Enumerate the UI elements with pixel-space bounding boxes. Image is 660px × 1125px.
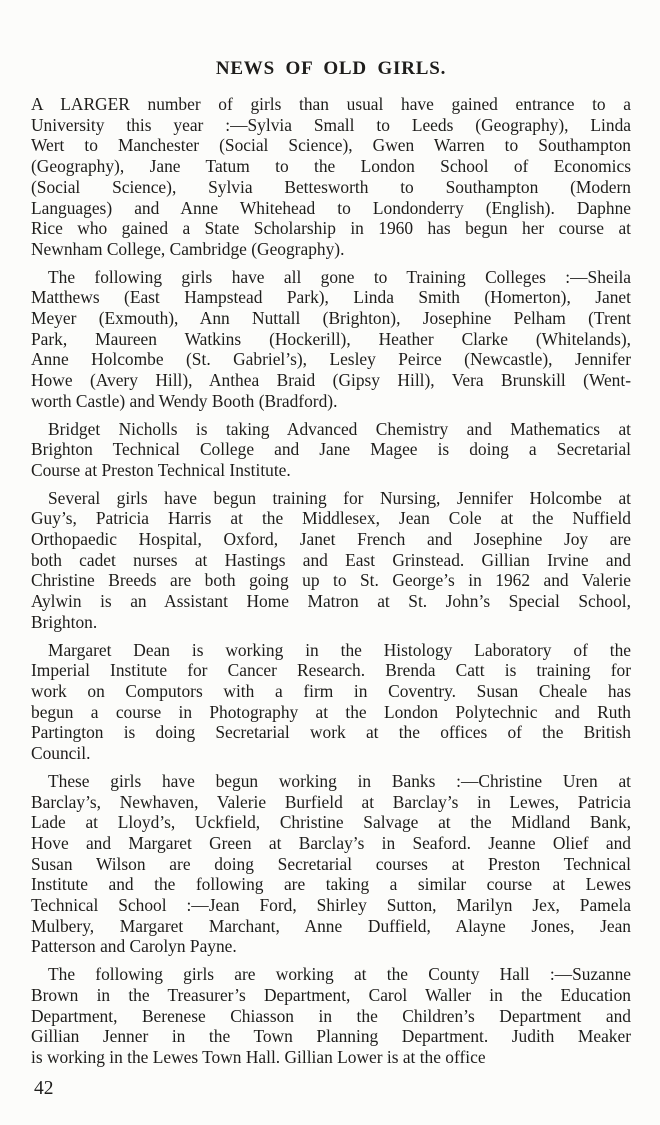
text-line: The following girls have all gone to Training Colleges :—Sheila xyxy=(48,266,631,287)
text-line: Brighton. xyxy=(31,611,98,632)
text-line: Languages) and Anne Whitehead to Londonderry (English). Daphne xyxy=(31,197,631,218)
text-line: Anne Holcombe (St. Gabriel’s), Lesley Peirce (Newcastle), Jennifer xyxy=(31,349,631,370)
text-line: Susan Wilson are doing Secretarial courses at Preston Technical xyxy=(31,853,631,874)
text-line: begun a course in Photography at the London Polytechnic and Ruth xyxy=(31,701,631,722)
text-line: Brighton Technical College and Jane Magee is doing a Secretarial xyxy=(31,439,631,460)
text-line: Rice who gained a State Scholarship in 1960 has begun her course at xyxy=(31,218,631,239)
text-line: both cadet nurses at Hastings and East Grinstead. Gillian Irvine and xyxy=(31,549,631,570)
text-line: Newnham College, Cambridge (Geography). xyxy=(31,238,345,259)
text-line: Institute and the following are taking a similar course at Lewes xyxy=(31,874,631,895)
page-title: NEWS OF OLD GIRLS. xyxy=(215,58,447,79)
text-line: Howe (Avery Hill), Anthea Braid (Gipsy Hill), Vera Brunskill (Went- xyxy=(31,370,631,391)
text-line: Imperial Institute for Cancer Research. Brenda Catt is training for xyxy=(31,660,631,681)
text-line: (Social Science), Sylvia Bettesworth to Southampton (Modern xyxy=(31,176,631,197)
text-line: Bridget Nicholls is taking Advanced Chemistry and Mathematics at xyxy=(48,418,631,439)
text-line: Park, Maureen Watkins (Hockerill), Heather Clarke (Whitelands), xyxy=(31,328,631,349)
text-line: University this year :—Sylvia Small to Leeds (Geography), Linda xyxy=(31,114,631,135)
text-line: Patterson and Carolyn Payne. xyxy=(31,936,237,957)
text-line: Council. xyxy=(31,743,91,764)
text-line: A LARGER number of girls than usual have gained entrance to a xyxy=(31,94,631,114)
text-line: Orthopaedic Hospital, Oxford, Janet French and Josephine Joy are xyxy=(31,529,631,550)
text-line: Lade at Lloyd’s, Uckfield, Christine Salvage at the Midland Bank, xyxy=(31,812,631,833)
text-line: worth Castle) and Wendy Booth (Bradford). xyxy=(31,390,338,411)
text-line: Barclay’s, Newhaven, Valerie Burfield at Barclay’s in Lewes, Patricia xyxy=(31,791,631,812)
paragraph xyxy=(31,488,631,633)
paragraph xyxy=(31,771,631,957)
text-line: Christine Breeds are both going up to St. George’s in 1962 and Valerie xyxy=(31,570,631,591)
text-line: These girls have begun working in Banks :—Christine Uren at xyxy=(48,770,631,791)
text-line: Margaret Dean is working in the Histology Laboratory of the xyxy=(48,639,631,660)
text-line: Department, Berenese Chiasson in the Children’s Department and xyxy=(31,1005,631,1026)
paragraph xyxy=(31,267,631,412)
text-line: Brown in the Treasurer’s Department, Carol Waller in the Education xyxy=(31,984,631,1005)
paragraph xyxy=(31,640,631,764)
paragraph xyxy=(31,94,631,260)
text-line: Matthews (East Hampstead Park), Linda Smith (Homerton), Janet xyxy=(31,287,631,308)
text-line: Mulbery, Margaret Marchant, Anne Duffield, Alayne Jones, Jean xyxy=(31,915,631,936)
paragraph xyxy=(31,964,631,1068)
text-line: Technical School :—Jean Ford, Shirley Sutton, Marilyn Jex, Pamela xyxy=(31,895,631,916)
text-line: Hove and Margaret Green at Barclay’s in Seaford. Jeanne Olief and xyxy=(31,832,631,853)
text-line: Gillian Jenner in the Town Planning Department. Judith Meaker xyxy=(31,1026,631,1047)
text-line: work on Computors with a firm in Coventry. Susan Cheale has xyxy=(31,680,631,701)
text-line: Partington is doing Secretarial work at the offices of the British xyxy=(31,722,631,743)
text-line: (Geography), Jane Tatum to the London School of Economics xyxy=(31,156,631,177)
text-line: Several girls have begun training for Nursing, Jennifer Holcombe at xyxy=(48,487,631,508)
page-content xyxy=(31,58,631,1075)
text-line: is working in the Lewes Town Hall. Gillian Lower is at the office xyxy=(31,1046,486,1067)
paragraph xyxy=(31,419,631,481)
text-line: Course at Preston Technical Institute. xyxy=(31,459,291,480)
text-line: Guy’s, Patricia Harris at the Middlesex, Jean Cole at the Nuffield xyxy=(31,508,631,529)
text-line: Meyer (Exmouth), Ann Nuttall (Brighton), Josephine Pelham (Trent xyxy=(31,308,631,329)
text-line: Wert to Manchester (Social Science), Gwen Warren to Southampton xyxy=(31,135,631,156)
page-number: 42 xyxy=(34,1078,54,1099)
article-body xyxy=(31,94,631,1068)
text-line: Aylwin is an Assistant Home Matron at St. John’s Special School, xyxy=(31,591,631,612)
text-line: The following girls are working at the County Hall :—Suzanne xyxy=(48,964,631,985)
